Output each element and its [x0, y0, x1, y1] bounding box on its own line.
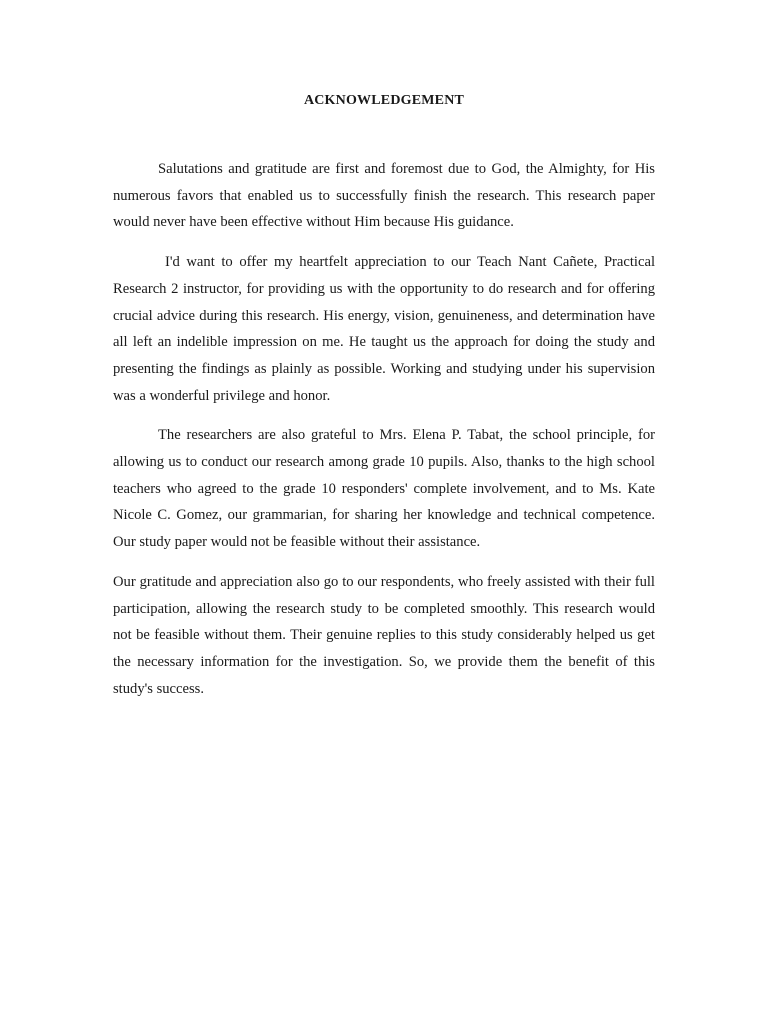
- paragraph-gratitude-god: Salutations and gratitude are first and foremost due to God, the Almighty, for His numerous favors that enabled us to successfully finish the research. This research paper would never have been effective without Him because His guidance.: [113, 161, 655, 231]
- paragraph-instructor: I'd want to offer my heartfelt appreciation to our Teach Nant Cañete, Practical Research 2 instructor, for providing us with the opportunity to do research and for offering crucial advice during this research. His energy, vision, genuineness, and determination have all left an indelible impression on me. He taught us the approach for doing the study and presenting the findings as plainly as possible. Working and studying under his supervision was a wonderful privilege and honor.: [113, 254, 655, 404]
- page-title: ACKNOWLEDGEMENT: [303, 93, 465, 108]
- document-body: [113, 156, 655, 715]
- paragraph-respondents: Our gratitude and appreciation also go to our respondents, who freely assisted with their full participation, allowing the research study to be completed smoothly. This research would not be feasible without them. Their genuine replies to this study considerably helped us get the necessary information for the investigation. So, we provide them the benefit of this study's success.: [113, 573, 655, 697]
- paragraph-principal-teachers: The researchers are also grateful to Mrs. Elena P. Tabat, the school principle, for allowing us to conduct our research among grade 10 pupils. Also, thanks to the high school teachers who agreed to the grade 10 responders' complete involvement, and to Ms. Kate Nicole C. Gomez, our grammarian, for sharing her knowledge and technical competence. Our study paper would not be feasible without their assistance.: [113, 427, 655, 551]
